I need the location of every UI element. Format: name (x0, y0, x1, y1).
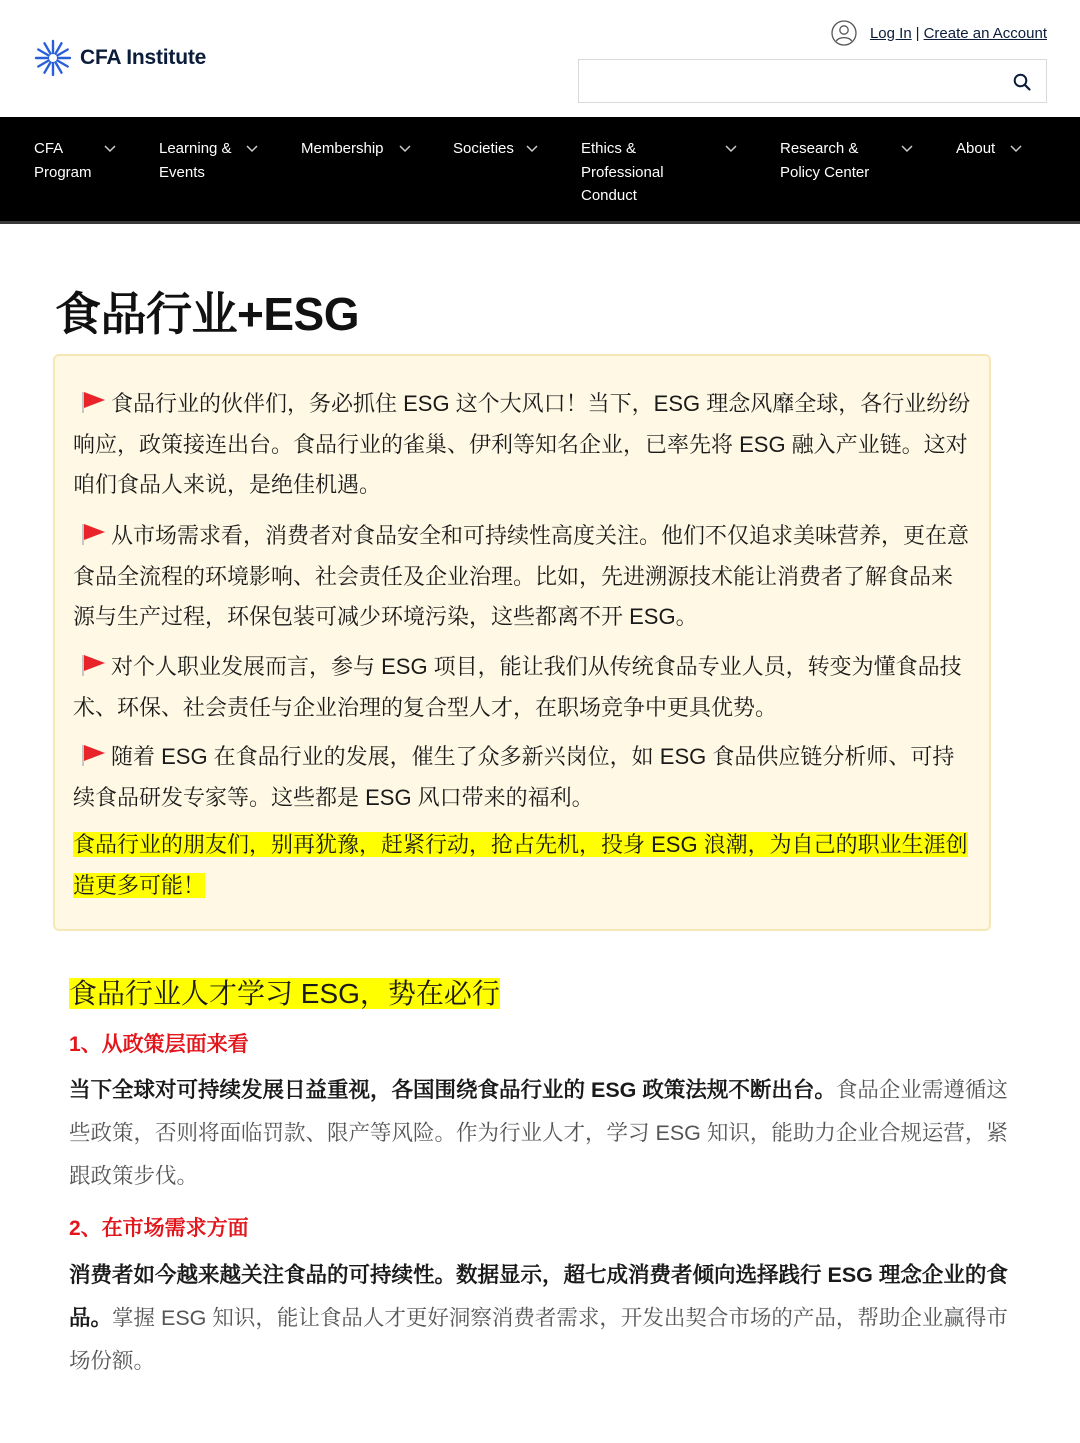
red-flag-icon (79, 522, 107, 546)
chevron-down-icon (398, 141, 412, 155)
nav-label: Ethics & (581, 140, 637, 157)
callout-paragraph (73, 737, 973, 818)
user-icon (831, 20, 857, 46)
bold-lead: 当下全球对可持续发展日益重视，各国围绕食品行业的 ESG 政策法规不断出台。 (69, 1078, 836, 1102)
callout-highlight (73, 825, 973, 906)
nav-item-research-policy[interactable] (780, 137, 869, 184)
subsection-title-policy: 1、从政策层面来看 (69, 1033, 249, 1056)
cfa-logo[interactable] (33, 38, 206, 78)
callout-paragraph (73, 647, 973, 728)
page-title: 食品行业+ESG (55, 288, 360, 340)
search-box (578, 59, 1047, 103)
nav-label: Research & (780, 140, 859, 157)
nav-label: Conduct (581, 187, 637, 204)
site-header (0, 0, 1080, 117)
paragraph-text: 对个人职业发展而言，参与 ESG 项目，能让我们从传统食品专业人员，转变为懂食品技术、环保、社会责任与企业治理的复合型人才，在职场竞争中更具优势。 (73, 654, 962, 720)
nav-label: Policy Center (780, 163, 870, 181)
chevron-down-icon (525, 141, 539, 155)
nav-item-ethics[interactable] (581, 137, 664, 208)
nav-item-learning-events[interactable] (159, 137, 232, 184)
paragraph-text: 随着 ESG 在食品行业的发展，催生了众多新兴岗位，如 ESG 食品供应链分析师、可持续食品研发专家等。这些都是 ESG 风口带来的福利。 (73, 744, 955, 810)
logo-text: CFA Institute (80, 46, 207, 69)
nav-label: Program (34, 163, 92, 181)
create-account-link[interactable]: Create an Account (923, 24, 1047, 42)
nav-label: Professional (581, 163, 664, 181)
account-links (831, 20, 1047, 46)
highlighted-text: 食品行业的朋友们，别再犹豫，赶紧行动，抢占先机，投身 ESG 浪潮，为自己的职业生涯创造更多可能！ (73, 832, 968, 898)
section-title-text: 食品行业人才学习 ESG，势在必行 (69, 978, 500, 1009)
callout-paragraph (73, 516, 973, 638)
subsection-title-market: 2、在市场需求方面 (69, 1217, 249, 1240)
nav-item-societies[interactable] (453, 137, 514, 161)
link-separator: | (915, 24, 920, 42)
nav-item-membership[interactable] (301, 137, 384, 161)
nav-label: Events (159, 163, 205, 181)
chevron-down-icon (724, 141, 738, 155)
nav-label: Learning & (159, 140, 232, 157)
nav-item-about[interactable] (956, 137, 995, 161)
bold-lead: 消费者如今越来越关注食品的可持续性。数据显示，超七成消费者倾向选择践行 ESG 理念企业的食品。 (69, 1263, 1008, 1330)
paragraph-text: 从市场需求看，消费者对食品安全和可持续性高度关注。他们不仅追求美味营养，更在意食品全流程的环境影响、社会责任及企业治理。比如，先进溯源技术能让消费者了解食品来源与生产过程，环保包装可减少环境污染，这些都离不开 ESG。 (73, 523, 970, 629)
paragraph-text: 食品行业的伙伴们，务必抓住 ESG 这个大风口！当下，ESG 理念风靡全球，各行业纷纷响应，政策接连出台。食品行业的雀巢、伊利等知名企业，已率先将 ESG 融入产业链。这对咱们食品人来说，是绝佳机遇。 (73, 391, 971, 497)
cfa-logo-icon (33, 38, 73, 78)
red-flag-icon (79, 743, 107, 767)
search-input[interactable] (579, 60, 999, 102)
nav-label: About (956, 140, 996, 157)
callout-paragraph (73, 384, 973, 506)
body-text: 掌握 ESG 知识，能让食品人才更好洞察消费者需求，开发出契合市场的产品，帮助企业赢得市场份额。 (69, 1306, 1008, 1373)
chevron-down-icon (103, 141, 117, 155)
chevron-down-icon (900, 141, 914, 155)
callout-box (53, 354, 991, 931)
nav-label: Societies (453, 140, 514, 157)
subsection-body (69, 1254, 1014, 1383)
red-flag-icon (79, 653, 107, 677)
red-flag-icon (79, 390, 107, 414)
search-icon[interactable] (1012, 72, 1032, 92)
nav-label: CFA (34, 140, 64, 157)
section-title (69, 974, 500, 1014)
body-text: 食品企业需遵循这些政策，否则将面临罚款、限产等风险。作为行业人才，学习 ESG 知识，能助力企业合规运营，紧跟政策步伐。 (69, 1078, 1008, 1188)
subsection-body (69, 1069, 1014, 1198)
chevron-down-icon (1009, 141, 1023, 155)
main-nav (0, 117, 1080, 224)
nav-item-cfa-program[interactable] (34, 137, 92, 184)
login-link[interactable]: Log In (869, 24, 912, 42)
chevron-down-icon (245, 141, 259, 155)
nav-label: Membership (301, 140, 384, 157)
